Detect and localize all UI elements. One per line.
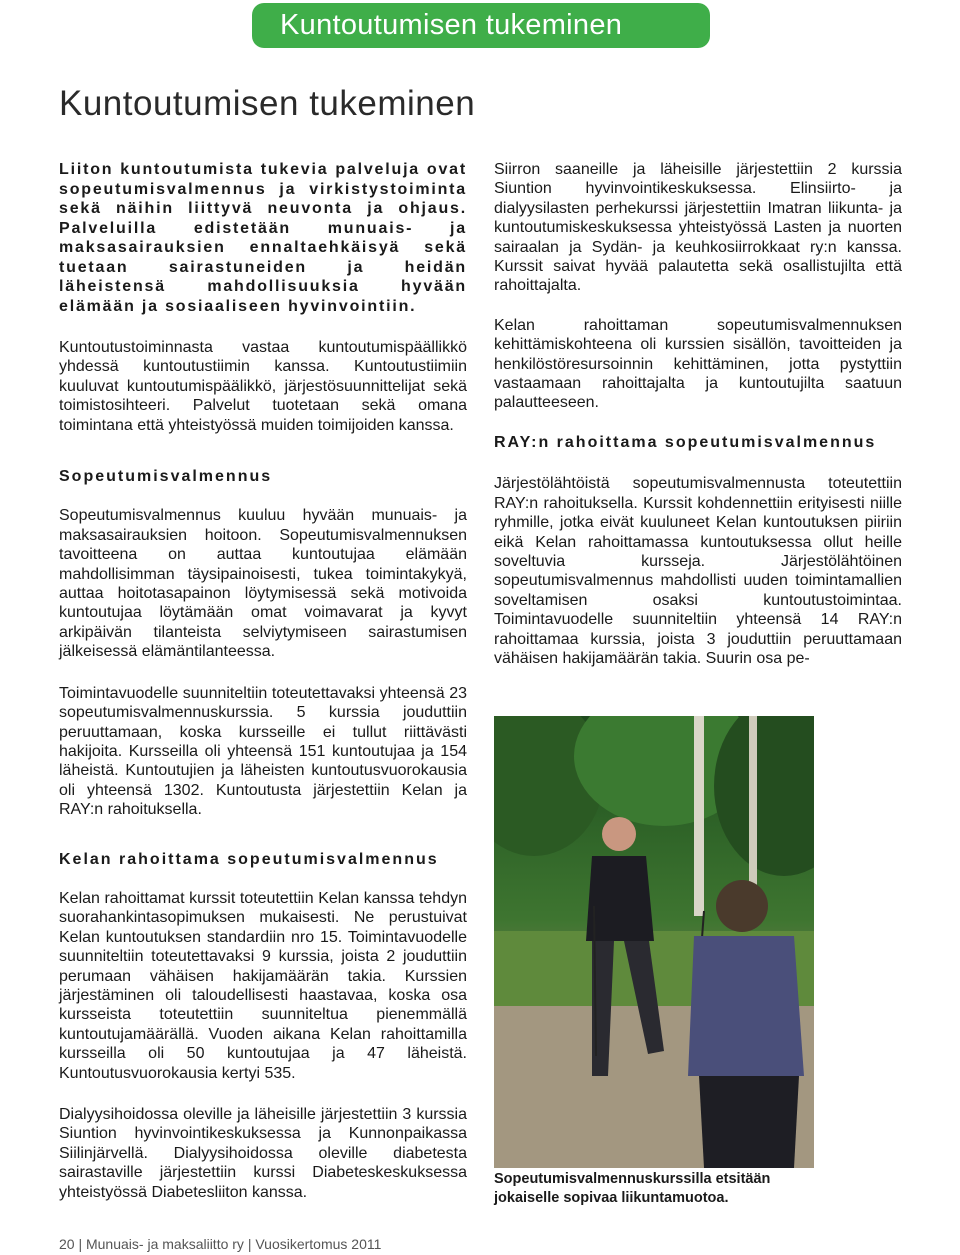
heading-ray: RAY:n rahoittama sopeutumisvalmennus	[494, 433, 877, 451]
heading-kela: Kelan rahoittama sopeutumisvalmennus	[59, 850, 439, 868]
right-column	[494, 160, 902, 668]
person-trousers	[699, 1076, 799, 1168]
person-jacket	[586, 856, 654, 941]
paragraph-sopeutumisvalmennus: Sopeutumisvalmennus kuuluu hyvään munuais- ja maksasairauksien hoitoon. Sopeutumisvalmennuksen tavoitteena on auttaa kuntoutujaa elämään mahdollisimman täysipainoisesti, tukea toimintakykyä, auttaa hoitotasapainon löytymisessä sekä motivoida kuntoutujaa löytämään omat voimavarat ja kyvyt arkipäivän tilanteista selviytymiseen sairastumisen jälkeisessä elämäntilanteessa.	[59, 507, 467, 661]
birch-trunk	[749, 716, 757, 906]
paragraph-toimintavuosi: Toimintavuodelle suunniteltiin toteutettavaksi yhteensä 23 sopeutumisvalmennuskurssia. 5 kurssia jouduttiin peruuttamaan, koska kursseille ei tullut riittävästi hakijoita. Kursseilla oli yhteensä 151 kuntoutujaa ja 154 läheistä. Kuntoutujien ja läheisten kuntoutusvuorokausia oli yhteensä 1302. Kuntoutusta järjestettiin Kelan ja RAY:n rahoituksella.	[59, 684, 467, 819]
paragraph-kehittamiskohde: Kelan rahoittaman sopeutumisvalmennuksen kehittämiskohteena oli kurssien sisällön, tavoitteiden ja henkilöstöresursoinnin kehittäminen, jotta pystyttiin vastaamaan rahoittajalta ja kuntoutujilta saatuun palautteeseen.	[494, 316, 902, 412]
lead-paragraph: Liiton kuntoutumista tukevia palveluja ovat sopeutumisvalmennus ja virkistystoiminta sekä näihin liittyvä neuvonta ja ohjaus. Palveluilla edistetään munuais- ja maksasairauksien ennaltaehkäisyä sekä tuetaan sairastuneiden ja heidän läheistensä mahdollisuuksia hyvään elämään ja sosiaaliseen hyvinvointiin.	[59, 161, 467, 315]
section-tab-label: Kuntoutumisen tukeminen	[280, 9, 623, 41]
paragraph-dialyysi: Dialyysihoidossa oleville ja läheisille järjestettiin 3 kurssia Siuntion hyvinvointikeskuksessa ja Kunnonpaikassa Siilinjärvellä. Dialyysihoidossa oleville diabetesta sairastaville järjestettiin kurssi Diabeteskeskuksessa yhteistyössä Diabetesliiton kanssa.	[59, 1106, 467, 1201]
person-jacket	[688, 936, 804, 1076]
paragraph-kela: Kelan rahoittamat kurssit toteutettiin Kelan kanssa tehdyn suorahankintasopimuksen mukaisesti. Ne perustuivat Kelan kuntoutuksen standardiin nro 15. Toimintavuodelle suunniteltiin toteutettavaksi 9 kurssia, joista 2 jouduttiin perumaan vähäisen hakijamäärän takia. Kurssien järjestäminen oli taloudellisesti haastavaa, koska osa kursseista toteutettiin suunniteltua pienemmällä kuntoutujamäärällä. Vuoden aikana Kelan rahoittamilla kursseilla oli 50 kuntoutujaa ja 47 läheistä. Kuntoutusvuorokausia kertyi 535.	[59, 889, 467, 1082]
person-head	[602, 817, 636, 851]
heading-sopeutumisvalmennus: Sopeutumisvalmennus	[59, 468, 273, 486]
foliage-shape	[714, 716, 814, 876]
birch-trunk	[694, 716, 704, 916]
paragraph-kuntoutustoiminta: Kuntoutustoiminnasta vastaa kuntoutumispäällikkö yhdessä kuntoutustiimin kanssa. Kuntoutustiimiin kuuluvat kuntoutumispäälikkö, järjestösuunnittelijat sekä toimistosihteeri. Palvelut tuotetaan sekä omana toimintana että yhteistyössä muiden toimijoiden kanssa.	[59, 339, 467, 434]
photo-caption: Sopeutumisvalmennuskurssilla etsitään jokaiselle sopivaa liikuntamuotoa.	[494, 1171, 771, 1206]
person-head	[716, 880, 768, 932]
section-tab	[252, 3, 710, 48]
left-column	[59, 160, 467, 1202]
page-footer: 20 | Munuais- ja maksaliitto ry | Vuosikertomus 2011	[59, 1236, 382, 1252]
photo-nordic-walking	[494, 716, 814, 1168]
page-title: Kuntoutumisen tukeminen	[59, 84, 476, 123]
paragraph-ray: Järjestölähtöistä sopeutumisvalmennusta toteutettiin RAY:n rahoituksella. Kurssit kohdennettiin erityisesti niille ryhmille, jotka eivät kuuluneet Kelan kuntoutuksen piiriin eikä Kelan rahoittamassa kuntoutuksessa ollut heille soveltuvia kursseja. Järjestölähtöinen sopeutumisvalmennus mahdollisti uuden toimintamallien soveltamisen osaksi kuntoutustoimintaa. Toimintavuodelle suunniteltiin yhteensä 14 RAY:n rahoittamaa kurssia, joista 3 jouduttiin peruuttamaan vähäisen hakijamäärän takia. Suurin osa pe-	[494, 475, 902, 667]
photo-illustration	[494, 716, 814, 1168]
paragraph-siirto: Siirron saaneille ja läheisille järjestettiin 2 kurssia Siuntion hyvinvointikeskuksessa. Elinsiirto- ja dialyysilasten perhekurssi järjestettiin Imatran liikunta- ja kuntoutumiskeskuksessa yhteistyössä Lasten ja nuorten sairaalan ja Sydän- ja keuhkosiirrokkaat ry:n kanssa. Kurssit saivat hyvää palautetta sekä osallistujilta että rahoittajalta.	[494, 161, 902, 295]
